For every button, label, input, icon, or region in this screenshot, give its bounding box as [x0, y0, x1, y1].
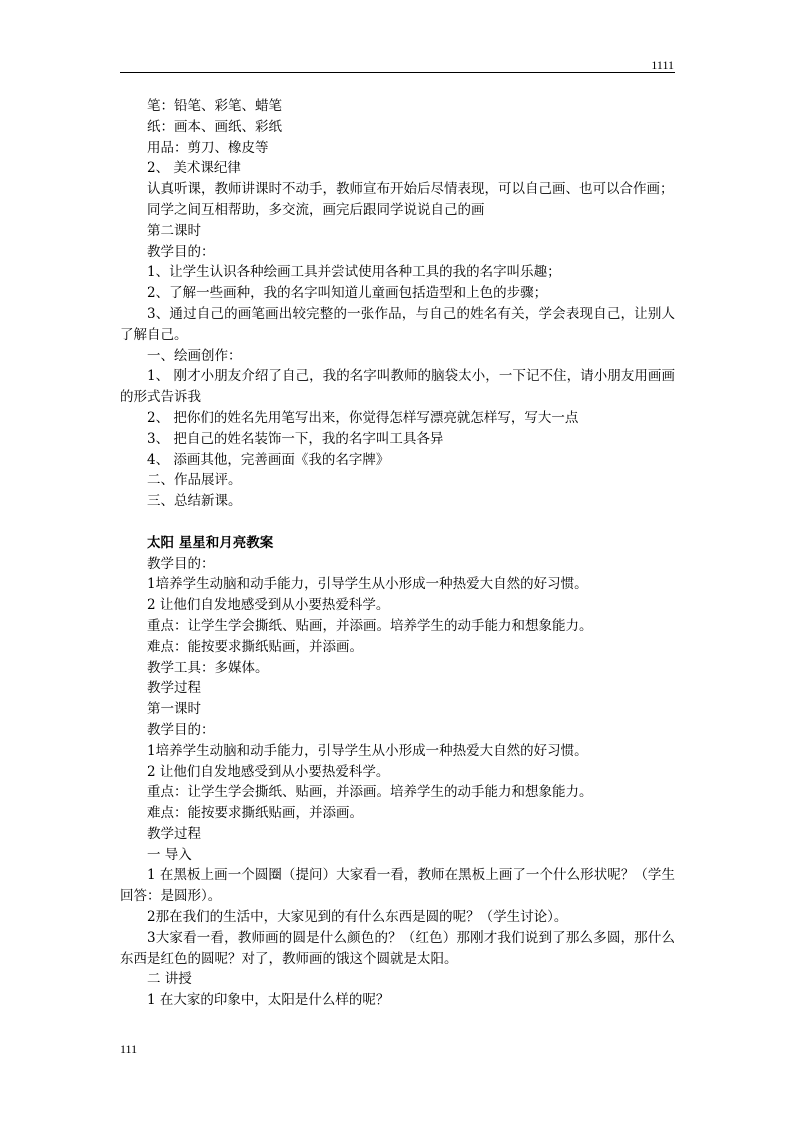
text-line: 4、 添画其他，完善画面《我的名字牌》 [147, 451, 390, 468]
lesson-title: 太阳 星星和月亮教案 [147, 534, 274, 551]
text-paragraph: 3大家看一看，教师画的圆是什么颜色的？（红色）那刚才我们说到了那么多圆，那什么东西是红色的圆呢？对了，教师画的饿这个圆就是太阳。 [120, 929, 675, 967]
text-line: 3、 把自己的姓名装饰一下，我的名字叫工具各异 [147, 430, 444, 447]
section-heading: 三、总结新课。 [147, 493, 242, 510]
text-line: 教学过程 [147, 680, 201, 697]
text-line: 用品：剪刀、橡皮等 [147, 139, 269, 156]
footer-page-number: 111 [120, 1042, 138, 1056]
text-line: 教学工具：多媒体。 [147, 659, 269, 676]
section-heading: 二、作品展评。 [147, 472, 242, 489]
text-line: 2那在我们的生活中，大家见到的有什么东西是圆的呢？（学生讨论）。 [147, 909, 568, 926]
text-line: 1、让学生认识各种绘画工具并尝试使用各种工具的我的名字叫乐趣； [147, 264, 561, 281]
text-line: 1培养学生动脑和动手能力，引导学生从小形成一种热爱大自然的好习惯。 [147, 742, 588, 759]
text-line: 认真听课，教师讲课时不动手，教师宣布开始后尽情表现，可以自己画、也可以合作画； [147, 181, 674, 198]
text-line: 纸：画本、画纸、彩纸 [147, 118, 282, 135]
text-line: 重点：让学生学会撕纸、贴画，并添画。培养学生的动手能力和想象能力。 [147, 784, 593, 801]
text-paragraph: 1 在黑板上画一个圆圈（提问）大家看一看，教师在黑板上画了一个什么形状呢？（学生回答：是圆形）。 [120, 867, 675, 905]
text-line: 同学之间互相帮助，多交流，画完后跟同学说说自己的画 [147, 201, 485, 218]
text-line: 2、 把你们的姓名先用笔写出来，你觉得怎样写漂亮就怎样写，写大一点 [147, 409, 579, 426]
text-line: 第二课时 [147, 222, 201, 239]
document-body [120, 96, 675, 1011]
section-heading: 一 导入 [147, 846, 192, 863]
text-paragraph: 1、 刚才小朋友介绍了自己，我的名字叫教师的脑袋太小，一下记不住，请小朋友用画画的形式告诉我 [120, 368, 675, 406]
header-rule [120, 72, 675, 73]
text-line: 重点：让学生学会撕纸、贴画，并添画。培养学生的动手能力和想象能力。 [147, 617, 593, 634]
text-line: 教学目的： [147, 555, 215, 572]
blank-line [120, 512, 675, 533]
section-heading: 二 讲授 [147, 971, 192, 988]
text-line: 第一课时 [147, 701, 201, 718]
text-line: 1 在大家的印象中，太阳是什么样的呢？ [147, 992, 390, 1009]
text-line: 2、了解一些画种，我的名字叫知道儿童画包括造型和上色的步骤； [147, 285, 548, 302]
text-line: 2 让他们自发地感受到从小要热爱科学。 [147, 597, 390, 614]
text-line: 难点：能按要求撕纸贴画，并添画。 [147, 805, 363, 822]
text-paragraph: 3、通过自己的画笔画出较完整的一张作品，与自己的姓名有关，学会表现自己，让别人了解自己。 [120, 305, 675, 343]
text-line: 教学过程 [147, 825, 201, 842]
text-line: 难点：能按要求撕纸贴画，并添画。 [147, 638, 363, 655]
text-line: 笔：铅笔、彩笔、蜡笔 [147, 98, 282, 114]
text-line: 教学目的： [147, 721, 215, 738]
section-heading: 一、绘画创作： [147, 347, 242, 364]
header-page-number: 1111 [651, 58, 674, 72]
text-line: 2、 美术课纪律 [147, 160, 241, 177]
text-line: 教学目的： [147, 243, 215, 260]
text-line: 1培养学生动脑和动手能力，引导学生从小形成一种热爱大自然的好习惯。 [147, 576, 588, 593]
text-line: 2 让他们自发地感受到从小要热爱科学。 [147, 763, 390, 780]
